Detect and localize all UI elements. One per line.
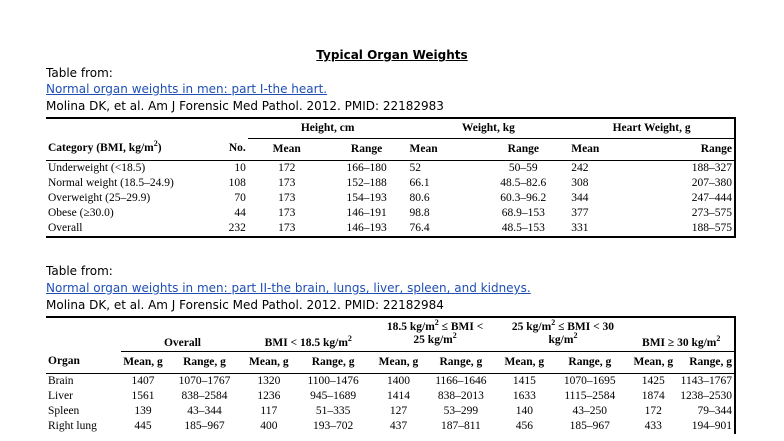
table-cell: 173 xyxy=(278,176,296,189)
table-cell: 1143–1767 xyxy=(680,374,732,387)
table-cell: 445 xyxy=(134,419,152,432)
heart-weight-table xyxy=(46,117,736,238)
table-cell: 43–344 xyxy=(187,404,222,417)
column-header: Mean xyxy=(248,138,326,160)
table-cell: 1414 xyxy=(386,389,410,402)
table-cell: 242 xyxy=(571,161,589,174)
table-cell: 1561 xyxy=(131,389,155,402)
table-cell: Spleen xyxy=(48,404,80,417)
table-cell: 1238–2530 xyxy=(680,389,732,402)
table-cell: 194–901 xyxy=(691,419,732,432)
table-cell: 1415 xyxy=(512,374,536,387)
column-header: Range, g xyxy=(165,351,244,373)
table-cell: 1874 xyxy=(641,389,665,402)
table-cell: 172 xyxy=(644,404,662,417)
column-header: Mean, g xyxy=(498,351,552,373)
bmi-18-25-header: 18.5 $kg/m^2$ ≤ BMI < 25 $kg/m^2$ xyxy=(373,317,498,351)
table-cell: 53–299 xyxy=(443,404,479,417)
table-source-label: Table from: xyxy=(46,264,113,278)
table-cell: 185–967 xyxy=(569,419,610,432)
table-cell: 838–2013 xyxy=(437,389,484,402)
table-cell: 52 xyxy=(409,161,422,174)
column-header: Mean, g xyxy=(244,351,294,373)
table-cell: 1320 xyxy=(257,374,281,387)
table-row xyxy=(46,206,735,221)
column-header: Mean, g xyxy=(121,351,165,373)
bmi-25-30-header: 25 $kg/m^2$ ≤ BMI < 30 $kg/m^2$ xyxy=(498,317,629,351)
table-row xyxy=(46,160,735,176)
table-row xyxy=(46,419,735,434)
table-cell: 273–575 xyxy=(691,206,732,219)
column-header: Range, g xyxy=(551,351,628,373)
column-header: Range xyxy=(326,138,408,160)
table-cell: 48.5–153 xyxy=(501,221,545,234)
table-cell: 308 xyxy=(571,176,589,189)
table-cell: 838–2584 xyxy=(181,389,228,402)
table-cell: Underweight (<18.5) xyxy=(48,161,146,174)
table-cell: Obese (≥30.0) xyxy=(48,206,114,219)
table-cell: 188–575 xyxy=(691,221,732,234)
table-cell: 79–344 xyxy=(697,404,732,417)
table-cell: 80.6 xyxy=(409,191,430,204)
table-cell: 207–380 xyxy=(691,176,732,189)
table-cell: Brain xyxy=(48,374,74,387)
page-title: Typical Organ Weights xyxy=(316,48,468,62)
column-header: Range xyxy=(641,138,735,160)
table-row xyxy=(46,389,735,404)
table-cell: 48.5–82.6 xyxy=(500,176,547,189)
count-header: No. xyxy=(204,138,248,160)
table-cell: 400 xyxy=(260,419,278,432)
table-cell: 331 xyxy=(571,221,589,234)
column-header: Range, g xyxy=(294,351,373,373)
table-cell: 344 xyxy=(571,191,589,204)
bmi-over-30-header: BMI ≥ 30 $kg/m^2$ xyxy=(628,317,735,351)
table-cell: 50–59 xyxy=(508,161,538,174)
table-cell: 172 xyxy=(278,161,296,174)
table-cell: 187–811 xyxy=(440,419,481,432)
table-cell: Overweight (25–29.9) xyxy=(48,191,151,204)
table-cell: 185–967 xyxy=(184,419,225,432)
table-cell: 456 xyxy=(515,419,533,432)
table-cell: 127 xyxy=(389,404,408,417)
column-header: Mean xyxy=(569,138,641,160)
table-cell: Liver xyxy=(48,389,73,402)
citation-part1: Molina DK, et al. Am J Forensic Med Pathol. 2012. PMID: 22182983 xyxy=(46,99,444,113)
table-cell: 1425 xyxy=(641,374,665,387)
table-cell: 10 xyxy=(234,161,246,174)
table-cell: 173 xyxy=(278,191,296,204)
table-cell: 76.4 xyxy=(409,221,430,234)
table-row xyxy=(46,176,735,191)
table-cell: 1633 xyxy=(512,389,536,402)
column-header: Range, g xyxy=(424,351,497,373)
table-cell: Normal weight (18.5–24.9) xyxy=(48,176,174,189)
overall-group-header: Overall xyxy=(121,317,244,351)
column-header: Mean xyxy=(408,138,478,160)
table-row xyxy=(46,373,735,389)
organ-weight-table xyxy=(46,316,736,434)
table-cell: 437 xyxy=(389,419,408,432)
column-header: Mean, g xyxy=(628,351,678,373)
column-header: Range, g xyxy=(678,351,735,373)
table-cell: 146–193 xyxy=(346,221,387,234)
table-cell: 66.1 xyxy=(409,176,430,189)
table-cell: 1100–1476 xyxy=(307,374,359,387)
table-cell: 108 xyxy=(228,176,246,189)
table-cell: 173 xyxy=(278,206,296,219)
table-cell: 140 xyxy=(515,404,533,417)
article-link-part2[interactable]: Normal organ weights in men: part II-the brain, lungs, liver, spleen, and kidneys. xyxy=(46,281,531,295)
table-cell: 173 xyxy=(278,221,296,234)
table-cell: 433 xyxy=(644,419,662,432)
category-header: Category (BMI, $kg/m^2$) xyxy=(46,138,204,160)
table-cell: 247–444 xyxy=(691,191,732,204)
bmi-under-18-header: BMI < 18.5 $kg/m^2$ xyxy=(244,317,373,351)
table-cell: 193–702 xyxy=(313,419,354,432)
weight-group-header: Weight, kg xyxy=(408,118,570,138)
table-row xyxy=(46,191,735,206)
table-cell: 154–193 xyxy=(346,191,387,204)
table-cell: 377 xyxy=(571,206,589,219)
table-cell: 146–191 xyxy=(346,206,387,219)
table-cell: 51–335 xyxy=(315,404,351,417)
article-link-part1[interactable]: Normal organ weights in men: part I-the heart. xyxy=(46,82,328,96)
table-cell: 1166–1646 xyxy=(435,374,487,387)
table-cell: 68.9–153 xyxy=(501,206,545,219)
table-source-label: Table from: xyxy=(46,66,113,80)
table-cell: Right lung xyxy=(48,419,97,432)
organ-header: Organ xyxy=(46,351,121,373)
heart-weight-group-header: Heart Weight, g xyxy=(569,118,735,138)
table-cell: 232 xyxy=(228,221,246,234)
table-cell: 1070–1695 xyxy=(563,374,616,387)
table-cell: 945–1689 xyxy=(310,389,357,402)
height-group-header: Height, cm xyxy=(248,118,408,138)
table-cell: 1236 xyxy=(257,389,281,402)
table-cell: Overall xyxy=(48,221,83,234)
table-cell: 1400 xyxy=(386,374,410,387)
table-cell: 44 xyxy=(234,206,246,219)
table-cell: 117 xyxy=(260,404,278,417)
table-cell: 70 xyxy=(234,191,246,204)
table-cell: 98.8 xyxy=(409,206,430,219)
table-cell: 1407 xyxy=(131,374,155,387)
table-cell: 60.3–96.2 xyxy=(500,191,547,204)
table-cell: 139 xyxy=(134,404,152,417)
table-cell: 152–188 xyxy=(346,176,387,189)
table-row xyxy=(46,404,735,419)
table-cell: 1115–2584 xyxy=(564,389,616,402)
column-header: Range xyxy=(477,138,569,160)
table-cell: 43–250 xyxy=(572,404,608,417)
citation-part2: Molina DK, et al. Am J Forensic Med Pathol. 2012. PMID: 22182984 xyxy=(46,298,444,312)
table-cell: 188–327 xyxy=(691,161,732,174)
column-header: Mean, g xyxy=(373,351,425,373)
table-cell: 166–180 xyxy=(346,161,387,174)
table-row xyxy=(46,221,735,237)
table-cell: 1070–1767 xyxy=(178,374,231,387)
